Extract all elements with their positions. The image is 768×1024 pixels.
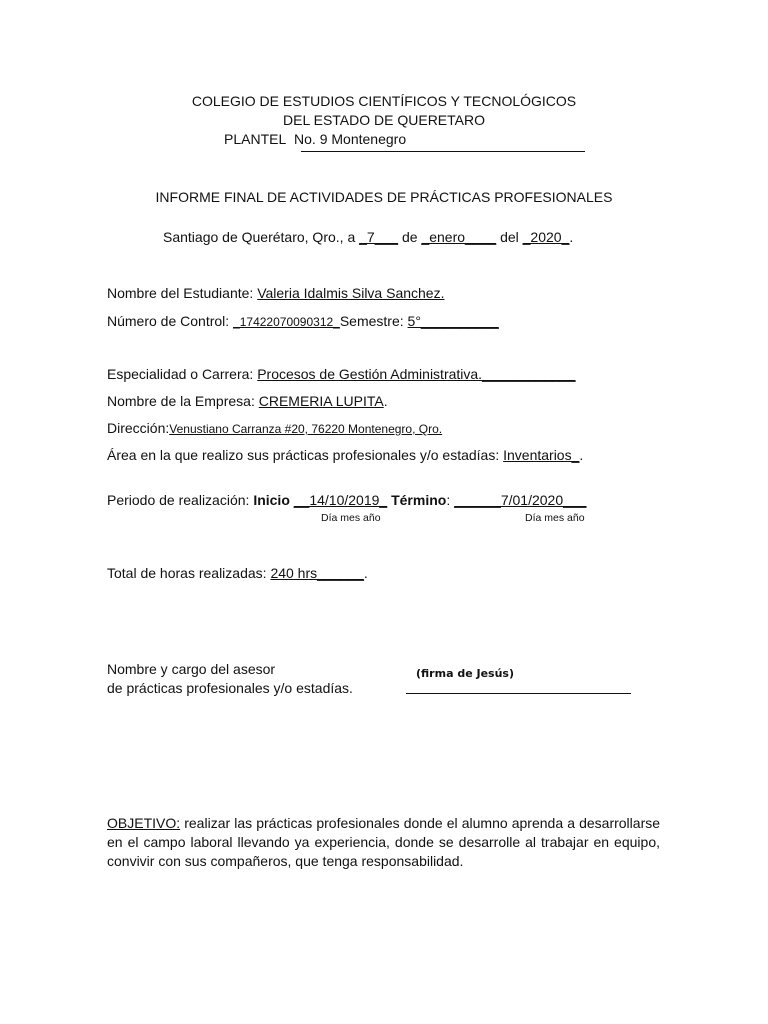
page-title: INFORME FINAL DE ACTIVIDADES DE PRÁCTICAS PROFESIONALES [155, 189, 613, 205]
period-start-caption: Día mes año [321, 512, 381, 524]
advisor-signature: (firma de Jesús) [416, 667, 514, 680]
period-end-value: ______7/01/2020___ [454, 492, 587, 508]
specialty-value: Procesos de Gestión Administrativa.____________ [257, 366, 576, 382]
hours-label: Total de horas realizadas: [107, 565, 267, 581]
period-row [107, 491, 586, 509]
school-name: COLEGIO DE ESTUDIOS CIENTÍFICOS Y TECNOLÓGICOS [191, 93, 577, 109]
period-start-label: Inicio [253, 492, 290, 508]
plantel-label: PLANTEL [224, 131, 287, 147]
company-row [107, 392, 388, 410]
objective-paragraph [107, 814, 660, 871]
address-value: Venustiano Carranza #20, 76220 Montenegro, Qro. [169, 422, 443, 436]
date-de: de [401, 229, 418, 245]
date-prefix: Santiago de Querétaro, Qro., a [163, 229, 356, 245]
company-end: . [383, 393, 388, 409]
student-name-row [107, 284, 444, 302]
address-label: Dirección: [107, 420, 170, 436]
period-colon: : [446, 492, 451, 508]
advisor-line1: Nombre y cargo del asesor [107, 661, 276, 677]
control-value: _17422070090312_ [233, 315, 340, 329]
control-row [107, 312, 499, 331]
date-year: _2020_ [522, 229, 570, 245]
address-row [107, 419, 442, 438]
period-end-caption: Día mes año [525, 512, 585, 524]
period-label: Periodo de realización: [107, 492, 250, 508]
hours-end: . [363, 565, 368, 581]
company-label: Nombre de la Empresa: [107, 393, 255, 409]
date-month: _enero____ [421, 229, 497, 245]
semester-value: 5°__________ [407, 313, 499, 329]
area-end: . [579, 447, 584, 463]
period-start-value: __14/10/2019_ [293, 492, 388, 508]
area-row [107, 446, 583, 464]
student-name-label: Nombre del Estudiante: [107, 285, 254, 301]
plantel-value: No. 9 Montenegro [294, 131, 407, 147]
control-label: Número de Control: [107, 313, 230, 329]
semester-label: Semestre: [339, 313, 404, 329]
advisor-line2: de prácticas profesionales y/o estadías. [107, 680, 353, 696]
hours-row [107, 564, 368, 582]
area-value: Inventarios_ [503, 447, 580, 463]
plantel [224, 130, 406, 148]
hours-value: 240 hrs______ [270, 565, 364, 581]
specialty-row [107, 365, 576, 383]
company-value: CREMERIA LUPITA [258, 393, 384, 409]
school-state: DEL ESTADO DE QUERETARO [283, 112, 485, 128]
signature-line [406, 693, 631, 694]
date-line [163, 228, 573, 246]
period-end-label: Término [391, 492, 447, 508]
objective-text: realizar las prácticas profesionales donde el alumno aprenda a desarrollarse en el campo laboral llevando ya experiencia, donde se desarrolle al trabajar en equipo, convivir con sus compañeros, que tenga responsabilidad. [107, 815, 661, 869]
specialty-label: Especialidad o Carrera: [107, 366, 254, 382]
area-label: Área en la que realizo sus prácticas profesionales y/o estadías: [107, 447, 500, 463]
date-del: del [500, 229, 519, 245]
plantel-underline [301, 151, 585, 152]
student-name-value: Valeria Idalmis Silva Sanchez. [257, 285, 445, 301]
date-day: _7___ [359, 229, 399, 245]
date-end: . [569, 229, 574, 245]
objective-label: OBJETIVO: [107, 815, 181, 831]
